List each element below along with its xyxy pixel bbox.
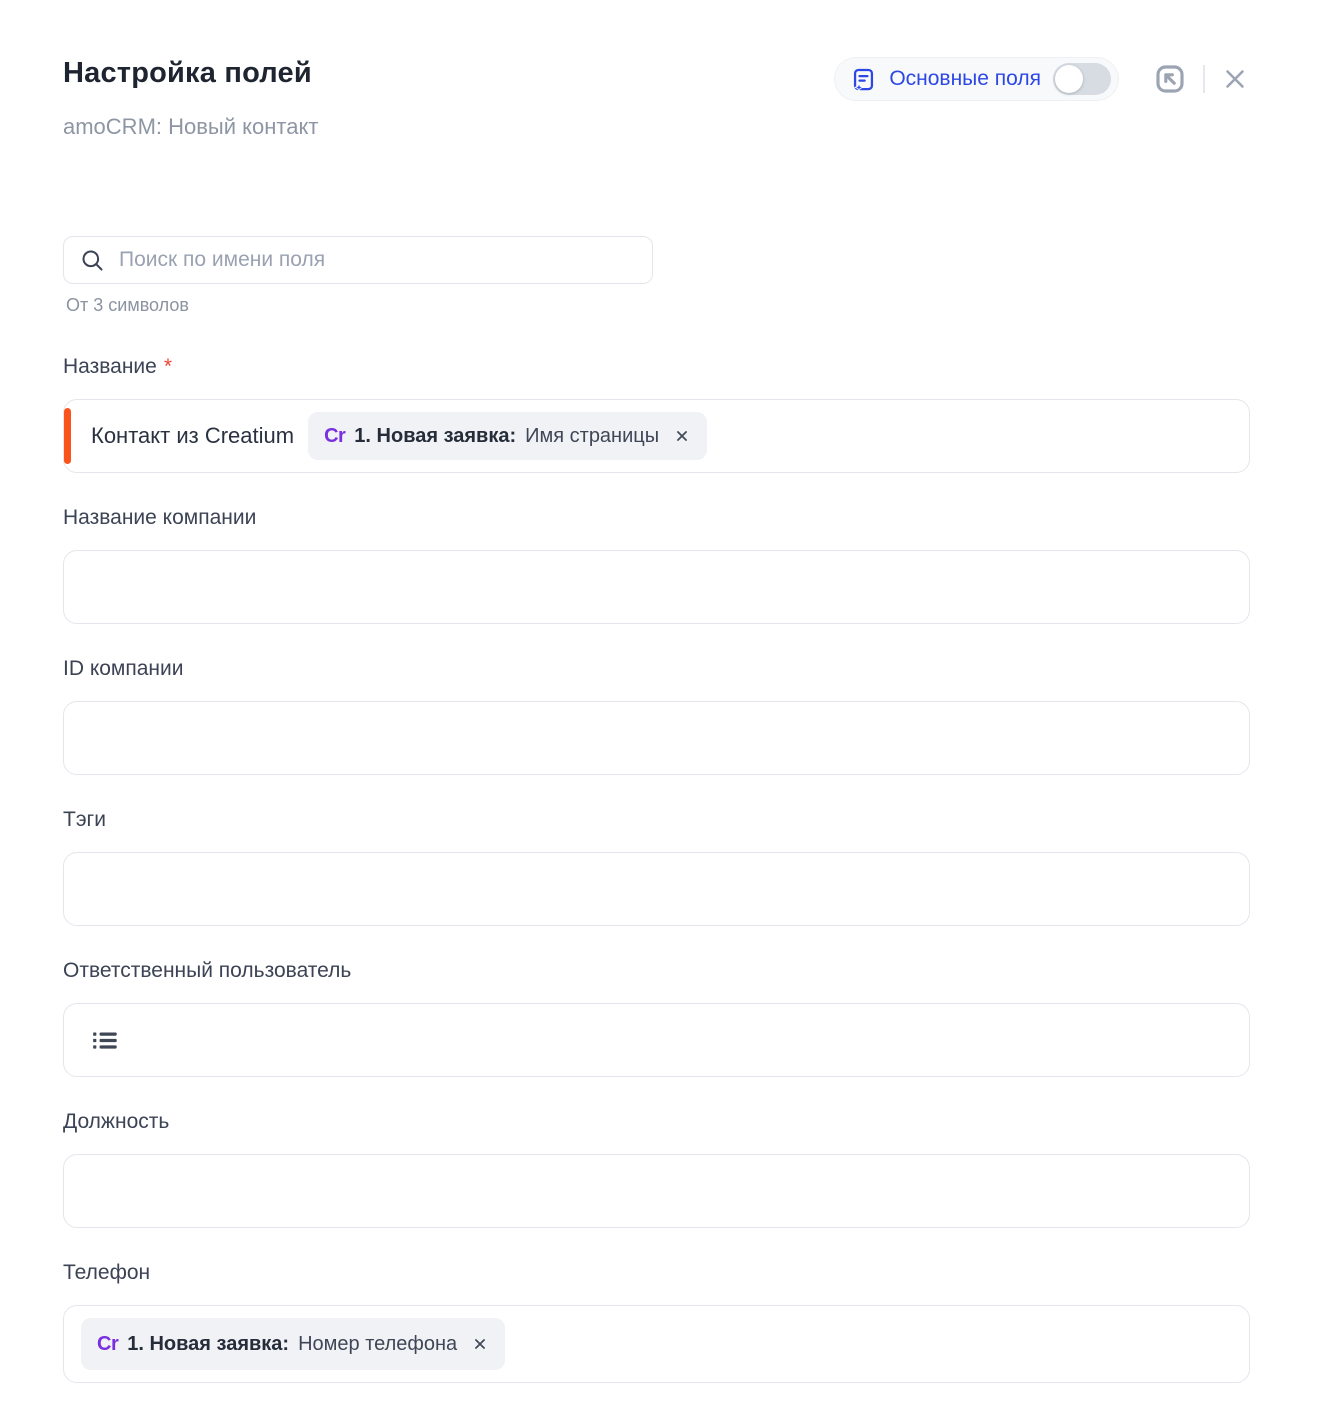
phone-input[interactable] [63, 1305, 1250, 1383]
main-fields-toggle[interactable] [1053, 63, 1111, 95]
field-group-name [63, 354, 1250, 473]
search-field[interactable] [63, 236, 653, 284]
form-fields-icon [850, 66, 877, 93]
field-label: Ответственный пользователь [63, 959, 352, 982]
field-group-company-name [63, 505, 1250, 624]
header-controls [834, 57, 1250, 101]
title-block [63, 57, 318, 140]
name-input[interactable] [63, 399, 1250, 473]
company-id-input[interactable] [63, 701, 1250, 775]
responsible-user-input[interactable] [63, 1003, 1250, 1077]
field-group-company-id [63, 656, 1250, 775]
field-group-position [63, 1109, 1250, 1228]
page-subtitle: amoCRM: Новый контакт [63, 114, 319, 139]
panel-header [63, 57, 1250, 140]
variable-chip[interactable] [81, 1318, 505, 1370]
close-button[interactable] [1220, 64, 1250, 94]
field-label: Должность [63, 1110, 170, 1133]
field-group-phone [63, 1260, 1250, 1383]
search-icon [79, 247, 106, 274]
list-icon[interactable] [91, 1027, 121, 1053]
variable-chip[interactable] [308, 412, 707, 460]
close-icon [1220, 64, 1250, 94]
open-popup-icon [1152, 61, 1188, 97]
remove-chip-icon[interactable] [673, 427, 691, 445]
controls-divider [1203, 65, 1205, 93]
search-hint: От 3 символов [66, 295, 189, 315]
field-label: Телефон [63, 1261, 151, 1284]
field-group-responsible-user [63, 958, 1250, 1077]
chip-variable-label: Имя страницы [525, 424, 660, 447]
position-input[interactable] [63, 1154, 1250, 1228]
main-fields-label: Основные поля [889, 67, 1041, 90]
main-fields-toggle-pill[interactable] [834, 57, 1119, 101]
field-group-tags [63, 807, 1250, 926]
field-label: Тэги [63, 808, 106, 831]
input-value: Контакт из Creatium [91, 423, 295, 448]
search-input[interactable] [119, 248, 637, 272]
creatium-logo-icon: Cr [324, 424, 346, 447]
company-name-input[interactable] [63, 550, 1250, 624]
tags-input[interactable] [63, 852, 1250, 926]
field-label: ID компании [63, 657, 184, 680]
required-mark: * [163, 355, 173, 378]
toggle-knob [1055, 65, 1083, 93]
field-label-text: Название [63, 355, 157, 378]
field-label: Название компании [63, 506, 257, 529]
chip-source-label: 1. Новая заявка: [127, 1332, 290, 1355]
remove-chip-icon[interactable] [471, 1335, 489, 1353]
field-label [63, 354, 1250, 380]
creatium-logo-icon: Cr [97, 1332, 119, 1355]
chip-variable-label: Номер телефона [298, 1332, 458, 1355]
chip-source-label: 1. Новая заявка: [354, 424, 517, 447]
page-title: Настройка полей [63, 57, 312, 89]
open-popup-button[interactable] [1152, 61, 1188, 97]
search-section [63, 236, 1250, 316]
